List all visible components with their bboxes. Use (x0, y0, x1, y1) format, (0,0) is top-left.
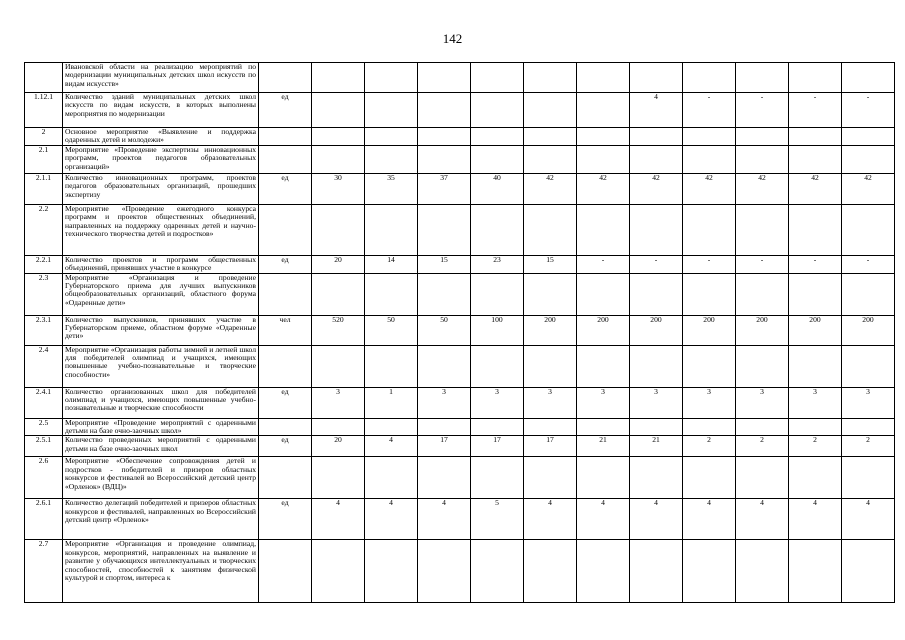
value-cell (789, 418, 842, 436)
value-cell (471, 145, 524, 173)
row-unit: ед (259, 255, 312, 273)
row-unit (259, 540, 312, 603)
value-cell: 42 (683, 173, 736, 204)
value-cell (312, 418, 365, 436)
value-cell (418, 345, 471, 387)
row-unit (259, 457, 312, 499)
row-unit (259, 145, 312, 173)
value-cell (312, 457, 365, 499)
value-cell (577, 204, 630, 255)
value-cell: 20 (312, 436, 365, 457)
value-cell (312, 93, 365, 128)
value-cell (418, 540, 471, 603)
row-description: Мероприятие «Организация и проведение олимпиад, конкурсов, мероприятий, направленных на выявление и развитие у обучающихся интеллектуальных и творческих способностей, способностей к занятиям физической культурой и спортом, интереса к (63, 540, 259, 603)
value-cell: 17 (524, 436, 577, 457)
value-cell (471, 345, 524, 387)
value-cell: 21 (577, 436, 630, 457)
value-cell: 200 (630, 315, 683, 345)
value-cell: 23 (471, 255, 524, 273)
value-cell: 2 (842, 436, 895, 457)
value-cell (736, 204, 789, 255)
row-description: Мероприятие «Организация и проведение Губернаторского приема для лучших выпускников общеобразовательных организаций, областного форума «Одаренные дети» (63, 273, 259, 315)
value-cell: 200 (842, 315, 895, 345)
table-row (25, 173, 895, 204)
table-row (25, 315, 895, 345)
row-number: 1.12.1 (25, 93, 63, 128)
value-cell (736, 418, 789, 436)
value-cell (312, 273, 365, 315)
value-cell (418, 457, 471, 499)
value-cell (842, 540, 895, 603)
value-cell: - (789, 255, 842, 273)
row-description: Мероприятие «Обеспечение сопровождения детей и подростков - победителей и призеров областных конкурсов и фестивалей во Всероссийский детский центр «Орленок» (ВДЦ)» (63, 457, 259, 499)
value-cell (365, 63, 418, 93)
value-cell (577, 418, 630, 436)
value-cell: 4 (524, 499, 577, 540)
row-description: Количество выпускников, принявших участие в Губернаторском приеме, областном форуме «Одаренные дети» (63, 315, 259, 345)
value-cell (630, 63, 683, 93)
value-cell: 4 (842, 499, 895, 540)
value-cell: 3 (524, 387, 577, 418)
row-number: 2.1.1 (25, 173, 63, 204)
value-cell (736, 128, 789, 146)
value-cell (736, 345, 789, 387)
value-cell: 2 (789, 436, 842, 457)
table-row (25, 63, 895, 93)
value-cell: 4 (630, 499, 683, 540)
value-cell (630, 345, 683, 387)
row-unit (259, 204, 312, 255)
value-cell (471, 204, 524, 255)
value-cell (471, 63, 524, 93)
row-description: Основное мероприятие «Выявление и поддержка одаренных детей и молодежи» (63, 128, 259, 146)
value-cell (471, 273, 524, 315)
value-cell: 4 (577, 499, 630, 540)
table-row (25, 273, 895, 315)
value-cell (630, 145, 683, 173)
value-cell (577, 345, 630, 387)
value-cell (471, 128, 524, 146)
value-cell: 50 (365, 315, 418, 345)
value-cell (577, 93, 630, 128)
value-cell (577, 457, 630, 499)
value-cell: 17 (471, 436, 524, 457)
value-cell (524, 93, 577, 128)
value-cell (683, 204, 736, 255)
value-cell: - (577, 255, 630, 273)
value-cell: 3 (736, 387, 789, 418)
value-cell (630, 204, 683, 255)
value-cell (365, 345, 418, 387)
row-number: 2.4 (25, 345, 63, 387)
table-row (25, 387, 895, 418)
value-cell (365, 204, 418, 255)
value-cell (312, 204, 365, 255)
value-cell (577, 145, 630, 173)
table-row (25, 93, 895, 128)
value-cell: - (842, 255, 895, 273)
value-cell (312, 128, 365, 146)
value-cell (842, 273, 895, 315)
value-cell: 520 (312, 315, 365, 345)
table-row (25, 418, 895, 436)
value-cell: 42 (524, 173, 577, 204)
value-cell (789, 204, 842, 255)
row-description: Мероприятие «Проведение экспертизы инновационных программ, проектов педагогов образовательных организаций» (63, 145, 259, 173)
row-description: Мероприятие «Организация работы зимней и летней школ для победителей олимпиад и учащихся, имеющих повышенные учебно-познавательные и творческие способности» (63, 345, 259, 387)
value-cell (524, 273, 577, 315)
row-number: 2.3.1 (25, 315, 63, 345)
value-cell (312, 540, 365, 603)
value-cell (312, 145, 365, 173)
value-cell (524, 145, 577, 173)
row-unit: ед (259, 436, 312, 457)
value-cell (630, 457, 683, 499)
value-cell: 5 (471, 499, 524, 540)
value-cell: - (842, 93, 895, 128)
value-cell: - (683, 255, 736, 273)
row-number (25, 63, 63, 93)
value-cell: 30 (312, 173, 365, 204)
value-cell: - (736, 93, 789, 128)
value-cell: 14 (365, 255, 418, 273)
value-cell: 15 (524, 255, 577, 273)
value-cell: 21 (630, 436, 683, 457)
value-cell (418, 273, 471, 315)
value-cell: 3 (471, 387, 524, 418)
value-cell (418, 418, 471, 436)
value-cell (630, 273, 683, 315)
value-cell: 4 (789, 499, 842, 540)
value-cell (842, 345, 895, 387)
value-cell (577, 273, 630, 315)
value-cell: 4 (418, 499, 471, 540)
value-cell (524, 128, 577, 146)
value-cell (471, 540, 524, 603)
value-cell: 4 (312, 499, 365, 540)
value-cell: 15 (418, 255, 471, 273)
value-cell: 3 (789, 387, 842, 418)
value-cell (365, 457, 418, 499)
row-number: 2.1 (25, 145, 63, 173)
row-number: 2 (25, 128, 63, 146)
value-cell (418, 63, 471, 93)
value-cell: 37 (418, 173, 471, 204)
row-number: 2.6 (25, 457, 63, 499)
row-description: Количество проектов и программ общественных объединений, принявших участие в конкурсе (63, 255, 259, 273)
value-cell (577, 63, 630, 93)
value-cell (418, 204, 471, 255)
value-cell: 4 (365, 436, 418, 457)
value-cell: - (736, 255, 789, 273)
value-cell: - (789, 93, 842, 128)
row-description: Ивановской области на реализацию мероприятий по модернизации муниципальных детских школ искусств по видам искусств» (63, 63, 259, 93)
value-cell (630, 540, 683, 603)
value-cell (365, 540, 418, 603)
value-cell: 4 (365, 499, 418, 540)
row-number: 2.2 (25, 204, 63, 255)
value-cell (683, 145, 736, 173)
value-cell: 50 (418, 315, 471, 345)
value-cell (789, 63, 842, 93)
value-cell: 42 (630, 173, 683, 204)
row-unit: чел (259, 315, 312, 345)
value-cell (683, 418, 736, 436)
value-cell (365, 145, 418, 173)
value-cell: 200 (524, 315, 577, 345)
row-description: Количество организованных школ для победителей олимпиад и учащихся, имеющих повышенные учебно-познавательные и творческие способности (63, 387, 259, 418)
value-cell: 3 (418, 387, 471, 418)
value-cell (312, 63, 365, 93)
value-cell: 4 (630, 93, 683, 128)
row-number: 2.5 (25, 418, 63, 436)
value-cell: 3 (842, 387, 895, 418)
value-cell (577, 128, 630, 146)
value-cell (471, 457, 524, 499)
value-cell (736, 457, 789, 499)
row-unit (259, 128, 312, 146)
value-cell (736, 145, 789, 173)
value-cell (365, 128, 418, 146)
row-number: 2.6.1 (25, 499, 63, 540)
value-cell (736, 63, 789, 93)
table-row (25, 436, 895, 457)
value-cell (471, 93, 524, 128)
row-description: Количество зданий муниципальных детских школ искусств по видам искусств, в которых выполнены мероприятия по модернизации (63, 93, 259, 128)
row-number: 2.5.1 (25, 436, 63, 457)
value-cell: 3 (312, 387, 365, 418)
row-unit (259, 273, 312, 315)
value-cell: 40 (471, 173, 524, 204)
value-cell (524, 418, 577, 436)
value-cell (789, 145, 842, 173)
value-cell (842, 418, 895, 436)
table-row (25, 255, 895, 273)
row-number: 2.2.1 (25, 255, 63, 273)
value-cell: 1 (365, 387, 418, 418)
value-cell (418, 145, 471, 173)
value-cell: 3 (630, 387, 683, 418)
value-cell (577, 540, 630, 603)
value-cell (683, 457, 736, 499)
table-row (25, 499, 895, 540)
value-cell: 4 (683, 499, 736, 540)
value-cell: 3 (683, 387, 736, 418)
table-row (25, 457, 895, 499)
value-cell (789, 128, 842, 146)
value-cell: - (683, 93, 736, 128)
value-cell (789, 540, 842, 603)
row-unit (259, 63, 312, 93)
value-cell (418, 128, 471, 146)
row-description: Количество проведенных мероприятий с одаренными детьми на базе очно-заочных школ (63, 436, 259, 457)
value-cell (312, 345, 365, 387)
page-number: 142 (442, 31, 463, 46)
value-cell: 200 (683, 315, 736, 345)
table-row (25, 145, 895, 173)
value-cell (471, 418, 524, 436)
value-cell (630, 418, 683, 436)
table-row (25, 128, 895, 146)
value-cell: 2 (736, 436, 789, 457)
row-description: Количество делегаций победителей и призеров областных конкурсов и фестивалей, направленных во Всероссийский детский центр «Орленок» (63, 499, 259, 540)
value-cell (683, 63, 736, 93)
value-cell (524, 204, 577, 255)
value-cell: 20 (312, 255, 365, 273)
value-cell: 42 (577, 173, 630, 204)
value-cell (365, 273, 418, 315)
row-unit (259, 418, 312, 436)
indicator-table (24, 62, 895, 603)
value-cell: 17 (418, 436, 471, 457)
value-cell (630, 128, 683, 146)
value-cell (789, 457, 842, 499)
row-unit: ед (259, 93, 312, 128)
value-cell (365, 418, 418, 436)
value-cell (524, 63, 577, 93)
row-description: Количество инновационных программ, проектов педагогов образовательных организаций, прошедших экспертизу (63, 173, 259, 204)
value-cell (842, 457, 895, 499)
value-cell (736, 540, 789, 603)
row-unit: ед (259, 387, 312, 418)
value-cell: 200 (736, 315, 789, 345)
row-unit: ед (259, 173, 312, 204)
value-cell (842, 204, 895, 255)
value-cell (683, 540, 736, 603)
value-cell: 100 (471, 315, 524, 345)
row-description: Мероприятие «Проведение ежегодного конкурса программ и проектов общественных объединений, направленных на поддержку одаренных детей и научно-технического творчества детей и подростков» (63, 204, 259, 255)
row-number: 2.7 (25, 540, 63, 603)
value-cell: 3 (577, 387, 630, 418)
value-cell (683, 273, 736, 315)
value-cell (842, 145, 895, 173)
value-cell (683, 345, 736, 387)
row-description: Мероприятие «Проведение мероприятий с одаренными детьми на базе очно-заочных школ» (63, 418, 259, 436)
row-number: 2.4.1 (25, 387, 63, 418)
table-row (25, 204, 895, 255)
value-cell: 42 (789, 173, 842, 204)
value-cell: - (630, 255, 683, 273)
value-cell: 200 (577, 315, 630, 345)
table-row (25, 345, 895, 387)
value-cell (524, 457, 577, 499)
row-unit: ед (259, 499, 312, 540)
value-cell (842, 63, 895, 93)
value-cell (842, 128, 895, 146)
row-number: 2.3 (25, 273, 63, 315)
table-row (25, 540, 895, 603)
value-cell: 2 (683, 436, 736, 457)
value-cell: 4 (736, 499, 789, 540)
value-cell (683, 128, 736, 146)
row-unit (259, 345, 312, 387)
value-cell: 35 (365, 173, 418, 204)
value-cell (736, 273, 789, 315)
value-cell: 42 (842, 173, 895, 204)
value-cell (524, 540, 577, 603)
value-cell (418, 93, 471, 128)
value-cell (365, 93, 418, 128)
value-cell (524, 345, 577, 387)
value-cell: 42 (736, 173, 789, 204)
value-cell (789, 273, 842, 315)
value-cell: 200 (789, 315, 842, 345)
value-cell (789, 345, 842, 387)
